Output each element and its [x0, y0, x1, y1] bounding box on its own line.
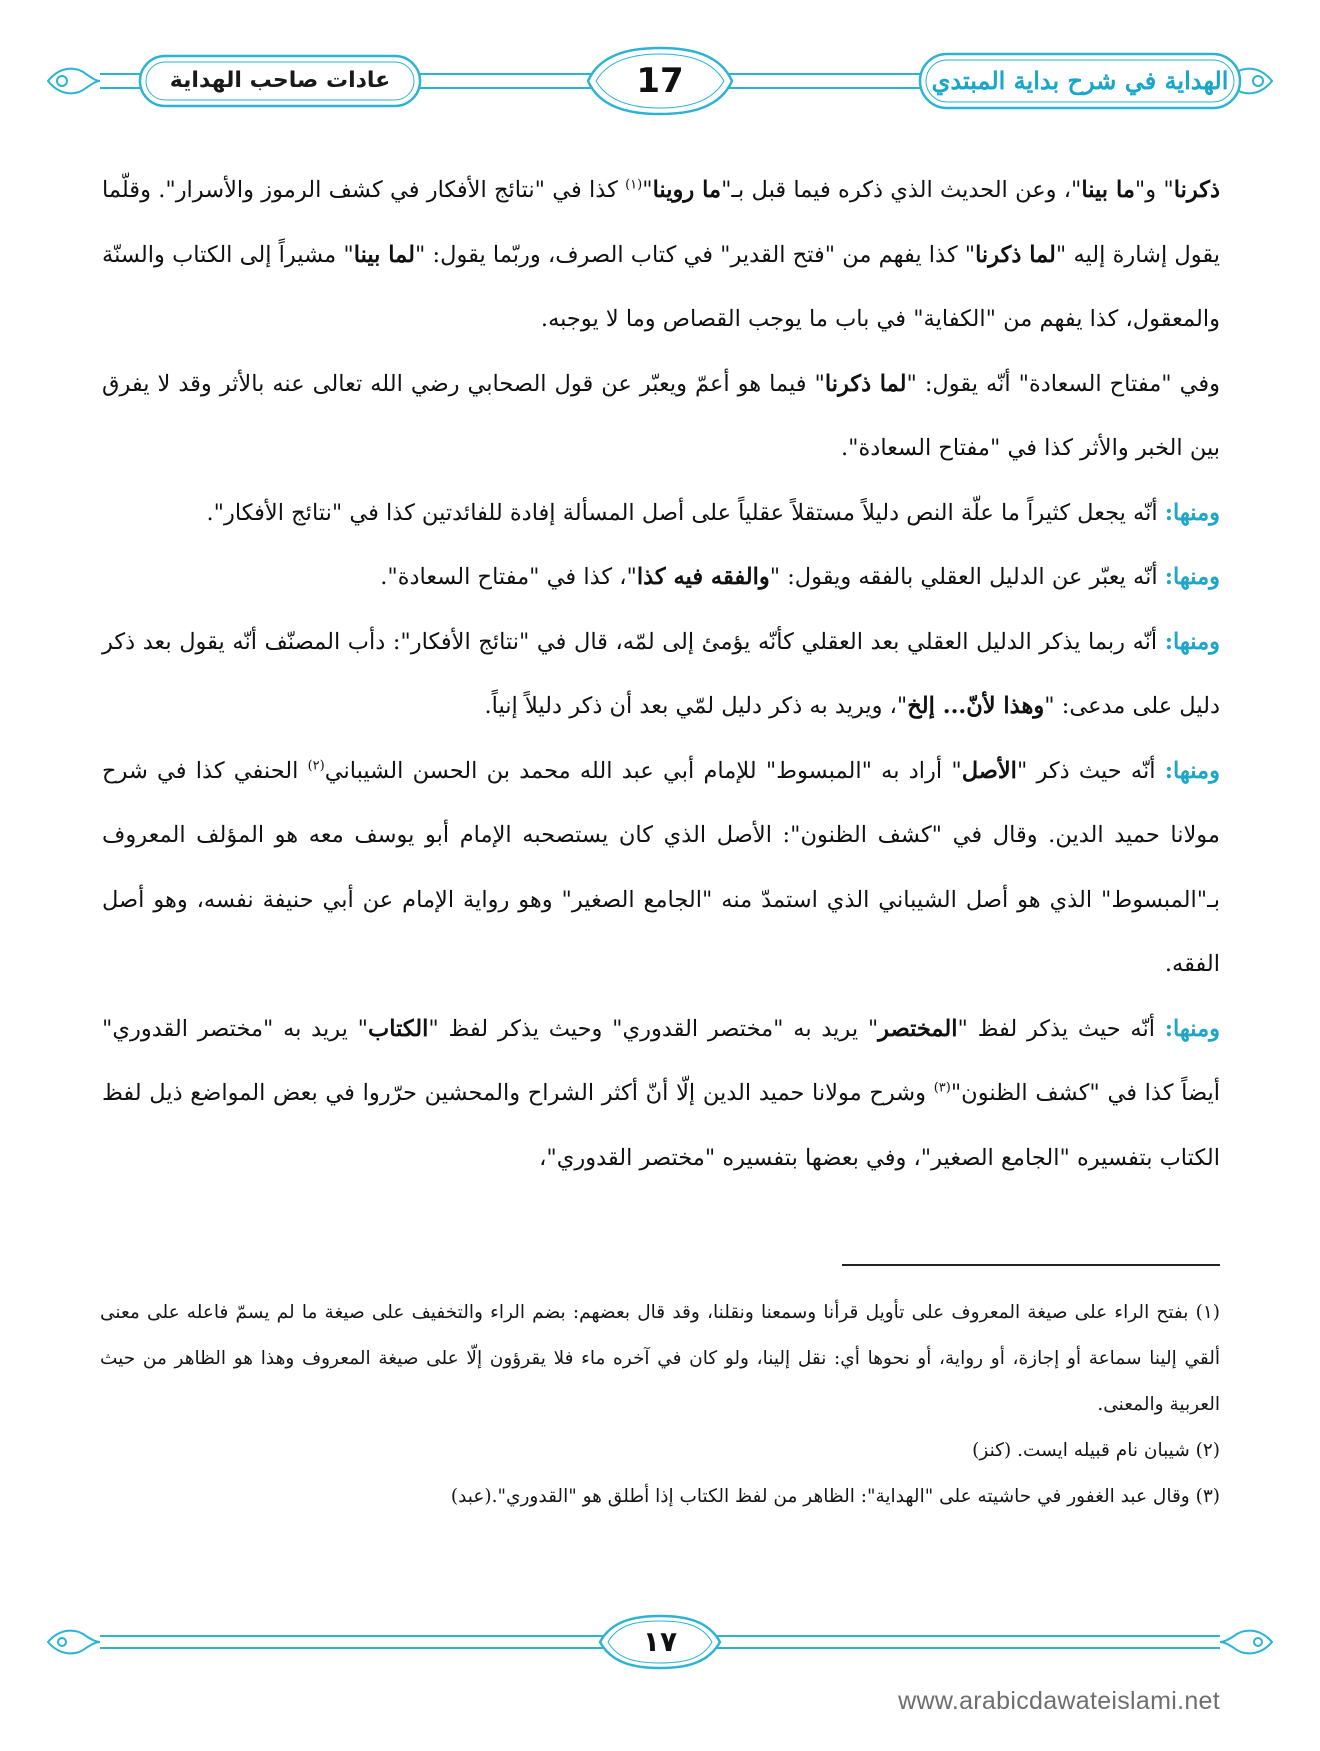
- footnotes: [100, 1290, 1220, 1520]
- text-run: أنّه حيث ذكر ": [1016, 757, 1165, 784]
- main-text: [102, 158, 1220, 1190]
- text-run: أنّه يعبّر عن الدليل العقلي بالفقه ويقول: ": [769, 564, 1165, 590]
- text-run: " أراد به "المبسوط" للإمام أبي عبد الله محمد بن الحسن الشيباني: [324, 757, 962, 784]
- text-run: وفي "مفتاح السعادة" أنّه يقول: ": [906, 370, 1220, 397]
- text-run: ذكرنا: [1173, 177, 1221, 203]
- text-run: "، كذا في "مفتاح السعادة".: [380, 564, 637, 590]
- text-run: " كذا يفهم من "فتح القدير" في كتاب الصرف، وربّما يقول: ": [415, 241, 976, 268]
- website-url: www.arabicdawateislami.net: [898, 1687, 1220, 1715]
- paragraph-5: [102, 610, 1220, 739]
- paragraph-3: [102, 481, 1220, 546]
- text-run: "، ويريد به ذكر دليل لمّي بعد أن ذكر دليلاً إنياً.: [484, 693, 908, 719]
- book-title: الهداية في شرح بداية المبتدي: [931, 66, 1229, 95]
- section-keyword: ومنها:: [1164, 1015, 1220, 1042]
- page-number-top: 17: [636, 61, 684, 101]
- paragraph-7: [102, 997, 1220, 1191]
- text-run: وشرح مولانا حميد الدين إلّا أنّ أكثر الشراح والمحشين حرّروا في بعض المواضع ذيل لفظ الكتاب بتفسيره "الجامع الصغير"، وفي بعضها بتفسيره "مختصر القدوري"،: [102, 1080, 1220, 1171]
- page-number-bottom: ١٧: [642, 1625, 678, 1658]
- paragraph-2: [102, 352, 1220, 481]
- text-run: أنّه ربما يذكر الدليل العقلي بعد العقلي كأنّه يؤمئ إلى لمّه، قال في "نتائج الأفكار": دأب المصنّف أنّه يقول بعد ذكر دليل على مدعى: ": [102, 628, 1220, 719]
- section-keyword: ومنها:: [1164, 757, 1220, 784]
- text-run: كذا في "نتائج الأفكار في كشف الرموز والأسرار". وقلّما يقول إشارة إليه ": [102, 177, 1220, 268]
- footnote-ref-1: (١): [625, 177, 643, 193]
- text-run: " فيما هو أعمّ ويعبّر عن قول الصحابي رضي الله تعالى عنه بالأثر وقد لا يفرق بين الخبر والأثر كذا في "مفتاح السعادة".: [102, 370, 1220, 461]
- footnote-divider: [842, 1264, 1220, 1266]
- footnote-2: (٢) شيبان نام قبيله ايست. (كنز): [972, 1440, 1220, 1461]
- section-keyword: ومنها:: [1164, 499, 1220, 526]
- section-keyword: ومنها:: [1164, 564, 1220, 590]
- text-run: "، وعن الحديث الذي ذكره فيما قبل بـ": [721, 177, 1082, 203]
- text-run: الكتاب: [368, 1015, 429, 1042]
- text-run: " يريد به "مختصر القدوري" أيضاً كذا في "كشف الظنون": [102, 1015, 1220, 1106]
- text-run: لما ذكرنا: [824, 370, 907, 397]
- footnote-1: (١) بفتح الراء على صيغة المعروف على تأويل قرأنا وسمعنا ونقلنا، وقد قال بعضهم: بضم الراء والتخفيف على صيغة ما لم يسمّ فاعله على معنى ألقي إلينا سماعة أو إجازة، أو رواية، أو نحوها أي: نقل إلينا، ولو كان في آخره ماء فلا يقرؤون إلّا على صيغة المعروف وهذا هو الظاهر من حيث العربية والمعنى.: [100, 1302, 1220, 1415]
- footnote-3: (٣) وقال عبد الغفور في حاشيته على "الهداية": الظاهر من لفظ الكتاب إذا أطلق هو "القدوري".(عبد): [450, 1486, 1220, 1507]
- text-run: " و": [1134, 177, 1174, 203]
- paragraph-4: [102, 545, 1220, 610]
- section-keyword: ومنها:: [1164, 628, 1220, 655]
- text-run: لما بينا: [353, 241, 416, 268]
- text-run: الحنفي كذا في شرح مولانا حميد الدين. وقال في "كشف الظنون": الأصل الذي كان يستصحبه الإمام أبو يوسف معه هو المؤلف المعروف بـ"المبسوط" الذي هو أصل الشيباني الذي استمدّ منه "الجامع الصغير" وهو رواية الإمام عن أبي حنيفة نفسه، وهو أصل الفقه.: [102, 757, 1220, 977]
- text-run: أنّه حيث يذكر لفظ ": [957, 1015, 1165, 1042]
- footnote-ref-2: (٢): [307, 758, 325, 773]
- text-run: وهذا لأنّ... إلخ: [907, 693, 1045, 719]
- text-run: المختصر: [878, 1015, 958, 1042]
- text-run: " مشيراً إلى الكتاب والسنّة والمعقول، كذا يفهم من "الكفاية" في باب ما يوجب القصاص وما لا يوجبه.: [102, 241, 1220, 332]
- text-run: ما روينا: [652, 177, 722, 203]
- text-run: ما بينا: [1081, 177, 1135, 203]
- text-run: " يريد به "مختصر القدوري" وحيث يذكر لفظ ": [428, 1015, 879, 1042]
- page-header: [40, 44, 1280, 120]
- footnote-ref-3: (٣): [933, 1080, 951, 1096]
- chapter-title: عادات صاحب الهداية: [169, 68, 391, 93]
- text-run: والفقه فيه كذا: [636, 564, 770, 590]
- text-run: أنّه يجعل كثيراً ما علّة النص دليلاً مستقلاً عقلياً على أصل المسألة إفادة للفائدتين كذا في "نتائج الأفكار".: [206, 499, 1165, 526]
- text-run: الأصل: [961, 757, 1017, 784]
- paragraph-6: [102, 739, 1220, 997]
- page-footer: [40, 1614, 1280, 1670]
- paragraph-1: [102, 158, 1220, 352]
- text-run: ": [642, 177, 653, 203]
- text-run: لما ذكرنا: [975, 241, 1056, 268]
